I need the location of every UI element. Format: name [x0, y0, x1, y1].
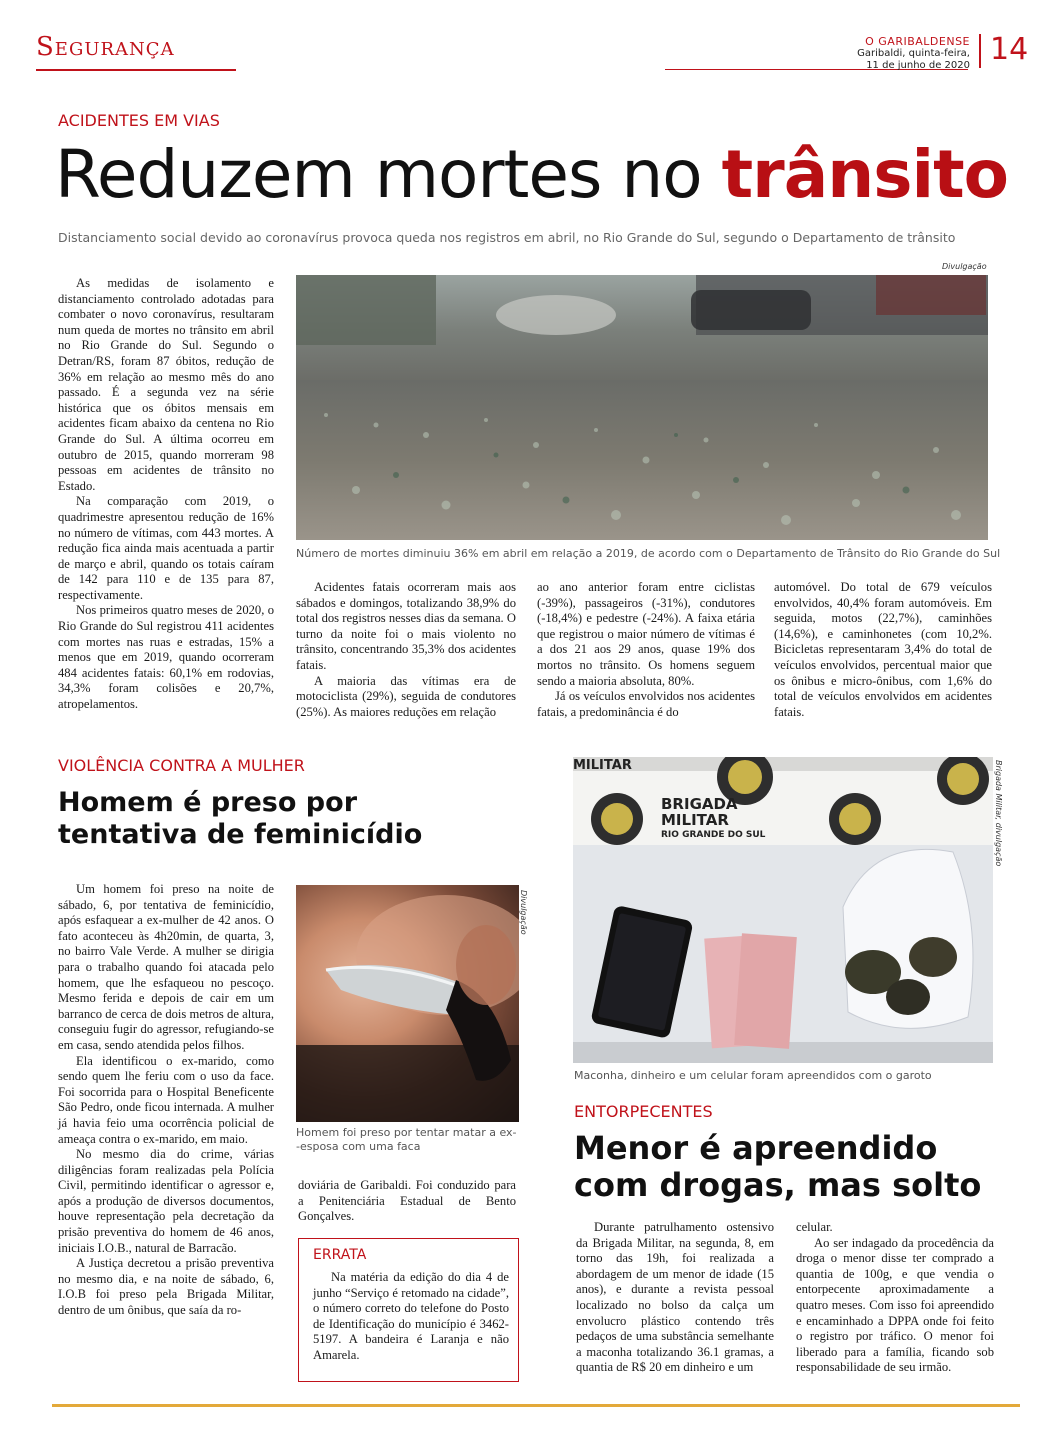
page-number-divider [979, 34, 981, 68]
article3-photo-seized-items [573, 757, 993, 1063]
paragraph: Nos primeiros quatro meses de 2020, o Rio Grande do Sul registrou 411 acidentes com mortes nas ruas e estradas, 15% a menos que em 2019, quando ocorreram 484 acidentes fatais: 60,1% em rodovias, 34,3% foram colisões e 20,7%, atropelamentos. [58, 603, 274, 712]
article1-kicker: ACIDENTES EM VIAS [58, 111, 220, 130]
caption-line-1: Homem foi preso por tentar matar a ex- [296, 1126, 517, 1139]
article2-headline [58, 787, 422, 851]
article3-column-2 [796, 1220, 994, 1376]
article2-photo-caption [296, 1126, 519, 1154]
banner-text-militar: MILITAR [661, 811, 729, 829]
paragraph: doviária de Garibaldi. Foi conduzido para a Penitenciária Estadual de Bento Gonçalves. [298, 1178, 516, 1224]
paragraph: Na comparação com 2019, o quadrimestre apresentou redução de 16% no número de vítimas, com 443 mortes. A redução fica ainda mais acentuada a partir de março e abril, quando os totais caíram de 142 para 110 e de 135 para 87, respectivamente. [58, 494, 274, 602]
paragraph: automóvel. Do total de 679 veículos envolvidos, 40,4% foram automóveis. Em seguida, motos (22,7%), caminhões (14,6%), e caminhonetes (com 10,2%. Bicicletas representaram 3,4% do total de veículos envolvidos, percentual maior que os ônibus e micro-ônibus, com 1,6% do total de veículos envolvidos em acidentes fatais. [774, 580, 992, 719]
banner-text-brigada: BRIGADA [661, 795, 738, 813]
plastic-bag-with-drugs [843, 849, 973, 1028]
article3-kicker: ENTORPECENTES [574, 1102, 713, 1121]
paragraph: Na matéria da edição do dia 4 de junho “Serviço é retomado na cidade”, o número correto do telefone do Posto de Identificação do município é 3462-5197. A bandeira é Laranja e não Amarela. [313, 1270, 509, 1362]
article1-photo-caption: Número de mortes diminuiu 36% em abril em relação a 2019, de acordo com o Departamento de Trânsito do Rio Grande do Sul [296, 547, 1001, 560]
paragraph: Durante patrulhamento ostensivo da Brigada Militar, na segunda, 8, em torno das 19h, foi realizada a abordagem de um menor de idade (15 anos), e durante a revista pessoal localizado no bolso da calça um envolucro plástico contendo três pedaços de uma substância semelhante a maconha totalizando 36.1 gramas, a quantia de R$ 20 em dinheiro e um [576, 1220, 774, 1375]
caption-line-2: -esposa com uma faca [296, 1140, 421, 1153]
headline-line-1: Homem é preso por [58, 787, 358, 818]
paragraph: No mesmo dia do crime, várias diligências foram realizadas pela Polícia Civil, permitindo identificar o agressor e, após a produção de diversos documentos, houve representação pela decretação da prisão preventiva do homem de 46 anos, iniciais I.O.B., natural de Barracão. [58, 1147, 274, 1255]
paragraph: Acidentes fatais ocorreram mais aos sábados e domingos, totalizando 38,9% do total dos registros nesses dias da semana. O turno da noite foi o mais violento no trânsito, concentrando 35,3% dos acidentes fatais. [296, 580, 516, 672]
masthead-date-line-2: 11 de junho de 2020 [866, 60, 970, 71]
section-rule [36, 69, 236, 71]
article2-column-1 [58, 882, 274, 1319]
article2-photo-credit: Divulgação [519, 890, 528, 935]
paragraph: Um homem foi preso na noite de sábado, 6, por tentativa de feminicídio, após esfaquear a ex-mulher de 42 anos. O fato aconteceu às 4h20min, de quarta, 3, no bairro Vale Verde. A mulher se dirigia para o trabalho quando foi atacada pelo homem, que lhe esfaqueou no pescoço. Mesmo ferida e depois de cair em um barranco de cerca de dois metros de altura, conseguiu fugir do agressor, refugiando-se em casa, sendo atendida pelos filhos. [58, 882, 274, 1052]
article1-column-4 [774, 580, 992, 720]
article3-column-1 [576, 1220, 774, 1376]
article1-column-2 [296, 580, 516, 720]
paragraph: A Justiça decretou a prisão preventiva no mesmo dia, e na noite de sábado, 6, I.O.B foi preso pela Brigada Militar, dentro de um ônibus, que saía da ro- [58, 1256, 274, 1318]
errata-title: ERRATA [313, 1247, 367, 1263]
article3-photo-credit: Brigada Militar, divulgação [994, 760, 1003, 867]
page-number: 14 [990, 32, 1029, 67]
article2-kicker: VIOLÊNCIA CONTRA A MULHER [58, 756, 305, 775]
paragraph: Ela identificou o ex-marido, como sendo quem lhe feriu com o uso da face. Foi socorrida para o Hospital Beneficente São Pedro, onde ficou internada. A mulher já havia feio uma ocorrência policial de ameaça contra o ex-marido, em maio. [58, 1053, 274, 1146]
headline-part-1: Reduzem mortes no [55, 136, 722, 213]
article1-column-3 [537, 580, 755, 720]
errata-box [298, 1238, 519, 1382]
banner-text-rgs: RIO GRANDE DO SUL [661, 830, 766, 840]
headline-line-1: Menor é apreendido [574, 1129, 938, 1167]
paragraph: Ao ser indagado da procedência da droga o menor disse ter comprado a quantia de 100g, e que vendia o entorpecente aproximadamente a quatro meses. Com isso foi apreendido e encaminhado a DPPA onde foi feito o registro por tráfico. O menor foi liberado para a família, ficando sob responsabilidade de seu irmão. [796, 1235, 994, 1375]
photo-drugs-money-phone [573, 757, 993, 1063]
photo-glass-on-asphalt [296, 275, 988, 540]
paragraph: As medidas de isolamento e distanciamento controlado adotadas para combater o novo coronavírus, resultaram num queda de mortes no trânsito em abril no Rio Grande do Sul. Segundo o Detran/RS, foram 87 óbitos, redução de 36% em relação ao mesmo mês do ano passado. É a segunda vez na série histórica que os óbitos mensais em acidentes ficam abaixo da centena no Rio Grande do Sul. A última ocorreu em outubro de 2015, quando morreram 98 pessoas em acidentes de trânsito no Estado. [58, 276, 274, 493]
article2-photo-knife [296, 885, 519, 1122]
article1-headline [55, 136, 1008, 213]
article3-headline [574, 1130, 981, 1204]
paragraph: ao ano anterior foram entre ciclistas (-39%), passageiros (-31%), condutores (-18,4%) e pedestre (-24%). A faixa etária que registrou o maior número de vítimas é a dos 21 aos 29 anos, quase 19% dos mortos no trânsito. Os homens seguem sendo a maioria absoluta, 80%. [537, 580, 755, 688]
article2-column-2 [298, 1178, 516, 1225]
footer-rule [52, 1404, 1020, 1407]
headline-part-2: trânsito [721, 136, 1009, 213]
article1-photo-broken-glass-road [296, 275, 988, 540]
headline-line-2: com drogas, mas solto [574, 1166, 982, 1204]
masthead-date-line-1: Garibaldi, quinta-feira, [857, 48, 970, 59]
section-title: Segurança [36, 32, 175, 62]
paragraph: A maioria das vítimas era de motociclista (29%), seguida de condutores (25%). As maiores reduções em relação [296, 673, 516, 719]
article3-photo-caption: Maconha, dinheiro e um celular foram apreendidos com o garoto [574, 1069, 932, 1082]
photo-knife-hand [296, 885, 519, 1122]
errata-body [313, 1270, 509, 1364]
paragraph: celular. [796, 1220, 833, 1234]
article1-photo-credit: Divulgação [942, 262, 987, 271]
article1-column-1 [58, 276, 274, 713]
banknotes [704, 933, 797, 1049]
banner-top-text: MILITAR [573, 758, 632, 773]
masthead [857, 35, 970, 72]
paragraph: Já os veículos envolvidos nos acidentes fatais, a predominância é do [537, 689, 755, 719]
article1-subtitle: Distanciamento social devido ao coronavírus provoca queda nos registros em abril, no Rio Grande do Sul, segundo o Departamento de trânsito [58, 230, 956, 245]
newspaper-name: O GARIBALDENSE [865, 35, 970, 48]
headline-line-2: tentativa de feminicídio [58, 819, 423, 850]
